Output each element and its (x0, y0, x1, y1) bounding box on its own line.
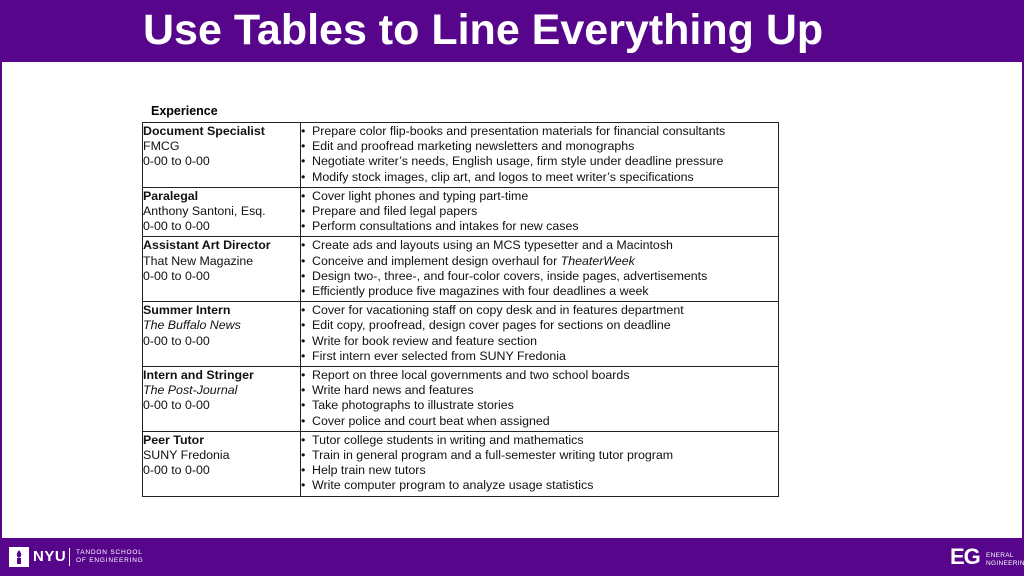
list-item: • Design two-, three-, and four-color covers, inside pages, advertisements (301, 269, 778, 284)
list-item-text: Conceive and implement design overhaul for (312, 253, 561, 268)
nyu-torch-icon (9, 547, 29, 567)
duty-list (301, 238, 778, 299)
experience-table (142, 122, 779, 497)
school-name (76, 549, 144, 565)
slide-title: Use Tables to Line Everything Up (143, 6, 824, 54)
job-duties-cell (301, 187, 779, 237)
footer-bar (0, 538, 1024, 576)
job-organization: SUNY Fredonia (143, 448, 230, 463)
list-item: • Create ads and layouts using an MCS typesetter and a Macintosh (301, 238, 778, 253)
duty-list (301, 124, 778, 185)
job-duties-cell (301, 302, 779, 367)
job-duties-cell (301, 367, 779, 432)
job-organization: Anthony Santoni, Esq. (143, 204, 266, 219)
table-row (143, 302, 779, 367)
job-dates: 0-00 to 0-00 (143, 219, 210, 234)
list-item: • First intern ever selected from SUNY Fredonia (301, 349, 778, 364)
logo-divider (69, 548, 70, 566)
table-row (143, 187, 779, 237)
table-row (143, 123, 779, 188)
job-info-cell (143, 431, 301, 496)
job-role: Peer Tutor (143, 432, 205, 447)
list-item: • Prepare color flip-books and presentation materials for financial consultants (301, 124, 778, 139)
list-item: • Perform consultations and intakes for new cases (301, 219, 778, 234)
job-dates: 0-00 to 0-00 (143, 154, 210, 169)
list-item: • Take photographs to illustrate stories (301, 398, 778, 413)
job-info-cell (143, 237, 301, 302)
job-duties-cell (301, 431, 779, 496)
job-dates: 0-00 to 0-00 (143, 333, 210, 348)
list-item: • Write computer program to analyze usage statistics (301, 478, 778, 493)
list-item: • Tutor college students in writing and mathematics (301, 433, 778, 448)
eg-logo-words (986, 552, 1030, 568)
list-item: • Negotiate writer’s needs, English usage, firm style under deadline pressure (301, 154, 778, 169)
job-duties-cell (301, 237, 779, 302)
job-info-cell (143, 123, 301, 188)
eg-logo-icon: EG (950, 544, 980, 569)
list-item: • Report on three local governments and two school boards (301, 368, 778, 383)
duty-list (301, 368, 778, 429)
title-bar (0, 0, 1024, 62)
job-dates: 0-00 to 0-00 (143, 268, 210, 283)
list-item: • Efficiently produce five magazines with four deadlines a week (301, 284, 778, 299)
magazine-title: TheaterWeek (560, 253, 635, 268)
eg-logo-line: ENERAL (986, 552, 1014, 559)
list-item: • Write for book review and feature section (301, 334, 778, 349)
job-organization: FMCG (143, 139, 180, 154)
school-name-line: OF ENGINEERING (76, 557, 144, 564)
job-duties-cell (301, 123, 779, 188)
list-item: • Write hard news and features (301, 383, 778, 398)
job-dates: 0-00 to 0-00 (143, 463, 210, 478)
job-role: Assistant Art Director (143, 238, 271, 253)
job-dates: 0-00 to 0-00 (143, 398, 210, 413)
job-info-cell (143, 302, 301, 367)
job-role: Document Specialist (143, 124, 265, 138)
eg-logo-line: NGINEERING (986, 560, 1030, 567)
list-item: • Cover light phones and typing part-time (301, 189, 778, 204)
section-label: Experience (151, 104, 218, 118)
job-role: Paralegal (143, 188, 199, 203)
duty-list (301, 303, 778, 364)
school-name-line: TANDON SCHOOL (76, 549, 143, 556)
table-row (143, 367, 779, 432)
job-organization: The Buffalo News (143, 318, 241, 333)
job-role: Intern and Stringer (143, 368, 254, 383)
table-row (143, 237, 779, 302)
list-item: • Edit and proofread marketing newsletters and monographs (301, 139, 778, 154)
list-item: • Modify stock images, clip art, and logos to meet writer’s specifications (301, 170, 778, 185)
job-organization: That New Magazine (143, 253, 254, 268)
duty-list (301, 433, 778, 494)
duty-list (301, 189, 778, 235)
list-item: • Cover police and court beat when assigned (301, 414, 778, 429)
job-info-cell (143, 367, 301, 432)
nyu-logo-text: NYU (33, 548, 67, 565)
list-item: • Cover for vacationing staff on copy desk and in features department (301, 303, 778, 318)
list-item: • Edit copy, proofread, design cover pages for sections on deadline (301, 318, 778, 333)
list-item (301, 254, 778, 269)
job-organization: The Post-Journal (143, 383, 238, 398)
job-info-cell (143, 187, 301, 237)
list-item: • Help train new tutors (301, 463, 778, 478)
table-row (143, 431, 779, 496)
list-item: • Prepare and filed legal papers (301, 204, 778, 219)
list-item: • Train in general program and a full-semester writing tutor program (301, 448, 778, 463)
job-role: Summer Intern (143, 303, 231, 318)
